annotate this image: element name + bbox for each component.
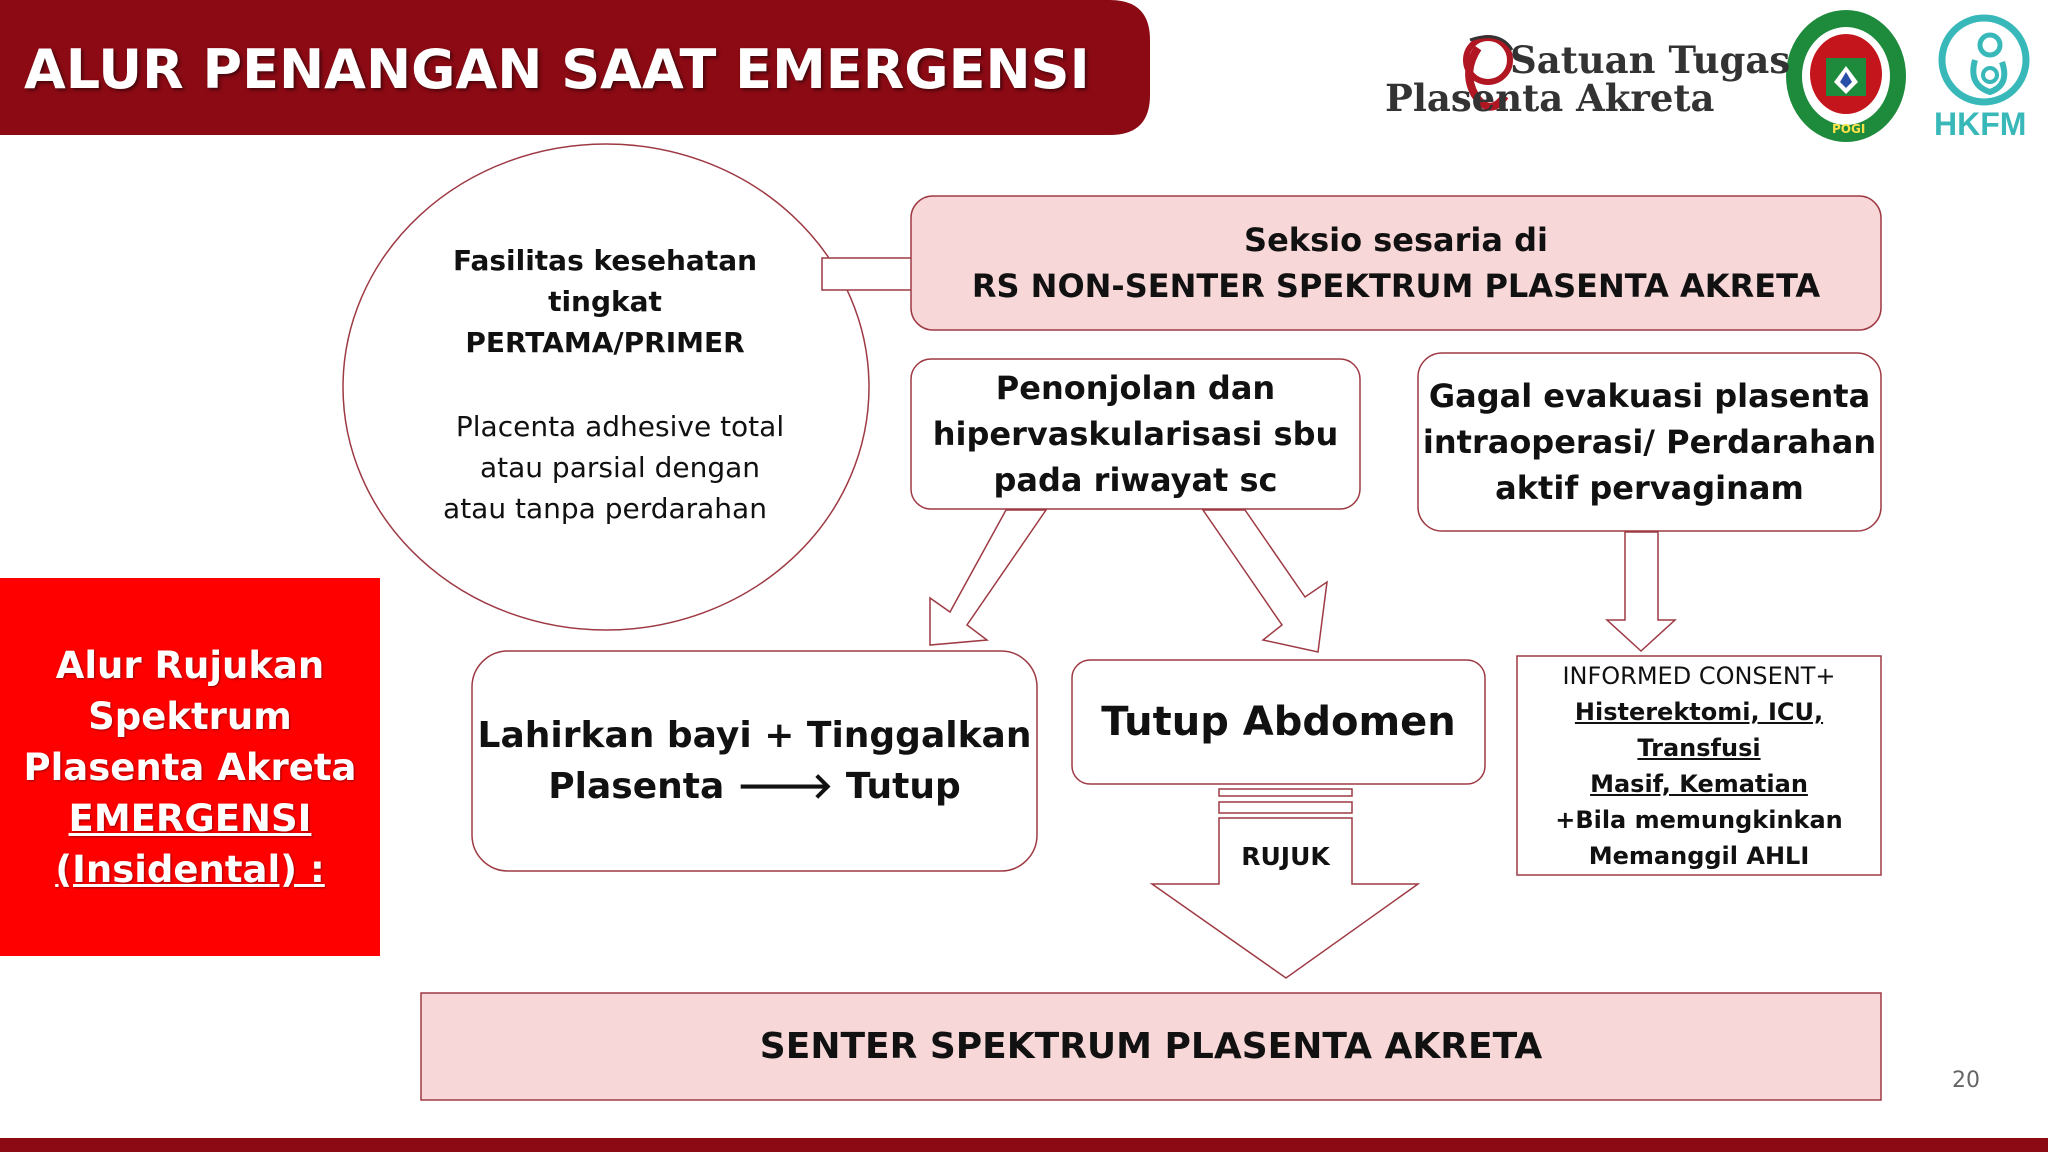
top-box-text (911, 196, 1881, 330)
pogi-badge: POGI (1832, 122, 1866, 136)
sidebar-line4: EMERGENSI (68, 796, 312, 840)
mid-right-line3: aktif pervaginam (1495, 469, 1804, 507)
circle-desc (420, 406, 820, 529)
arrow-down-right (1203, 510, 1327, 652)
informed-line1: INFORMED CONSENT+ (1562, 661, 1836, 690)
circle-text (420, 240, 790, 404)
mid-left-text (911, 359, 1360, 509)
satgas-logo-line2: Plasenta Akreta (1385, 76, 1715, 120)
circle-desc-3: atau tanpa perdarahan (443, 492, 767, 525)
sidebar-line2: Spektrum (88, 694, 292, 738)
sidebar-line3: Plasenta Akreta (23, 745, 357, 789)
close-abdomen-text: Tutup Abdomen (1101, 699, 1456, 745)
top-box-line2: RS NON-SENTER SPEKTRUM PLASENTA AKRETA (971, 267, 1821, 305)
mid-left-line1: Penonjolan dan (995, 369, 1276, 407)
informed-line2: Histerektomi, ICU, Transfusi (1574, 697, 1824, 762)
rujuk-label: RUJUK (1241, 842, 1330, 871)
footer-bar (0, 1138, 2048, 1152)
informed-line4: +Bila memungkinkan (1555, 805, 1843, 834)
mid-left-line3: pada riwayat sc (993, 461, 1278, 499)
sidebar-line5: (Insidental) : (55, 847, 325, 891)
page-title: ALUR PENANGAN SAAT EMERGENSI (24, 38, 1090, 101)
bottom-box-text: SENTER SPEKTRUM PLASENTA AKRETA (759, 1026, 1543, 1067)
deliver-line2b: Tutup (845, 766, 961, 807)
page-number: 20 (1952, 1068, 1980, 1093)
deliver-line1: Lahirkan bayi + Tinggalkan (477, 715, 1032, 756)
circle-desc-2: atau parsial dengan (479, 451, 760, 484)
informed-line5: Memanggil AHLI (1588, 841, 1810, 870)
arrow-stripe-2 (1219, 802, 1352, 813)
deliver-text (472, 651, 1037, 871)
informed-line3: Masif, Kematian (1590, 769, 1808, 798)
sidebar-panel (0, 578, 380, 956)
circle-desc-1: Placenta adhesive total (455, 410, 785, 443)
satgas-logo-line1: Satuan Tugas (1510, 38, 1791, 82)
hkfm-logo-icon (1942, 18, 2026, 102)
mid-right-text (1418, 353, 1881, 531)
circle-heading-3: PERTAMA/PRIMER (465, 326, 745, 359)
deliver-arrow-icon: 🡒 (736, 766, 834, 807)
deliver-line2 (548, 761, 960, 812)
circle-heading-2: tingkat (548, 285, 662, 318)
sidebar-line1: Alur Rujukan (55, 643, 325, 687)
hkfm-label: HKFM (1934, 106, 2027, 142)
informed-consent-text (1517, 656, 1881, 875)
mid-right-line2: intraoperasi/ Perdarahan (1422, 423, 1877, 461)
circle-heading-1: Fasilitas kesehatan (452, 244, 758, 277)
deliver-line2a: Plasenta (548, 766, 725, 807)
arrow-down-left (930, 510, 1046, 645)
arrow-stripe-1 (1219, 789, 1352, 796)
top-box-line1: Seksio sesaria di (1244, 221, 1548, 259)
mid-right-line1: Gagal evakuasi plasenta (1428, 377, 1871, 415)
arrow-down (1607, 532, 1675, 651)
mid-left-line2: hipervaskularisasi sbu (932, 415, 1339, 453)
